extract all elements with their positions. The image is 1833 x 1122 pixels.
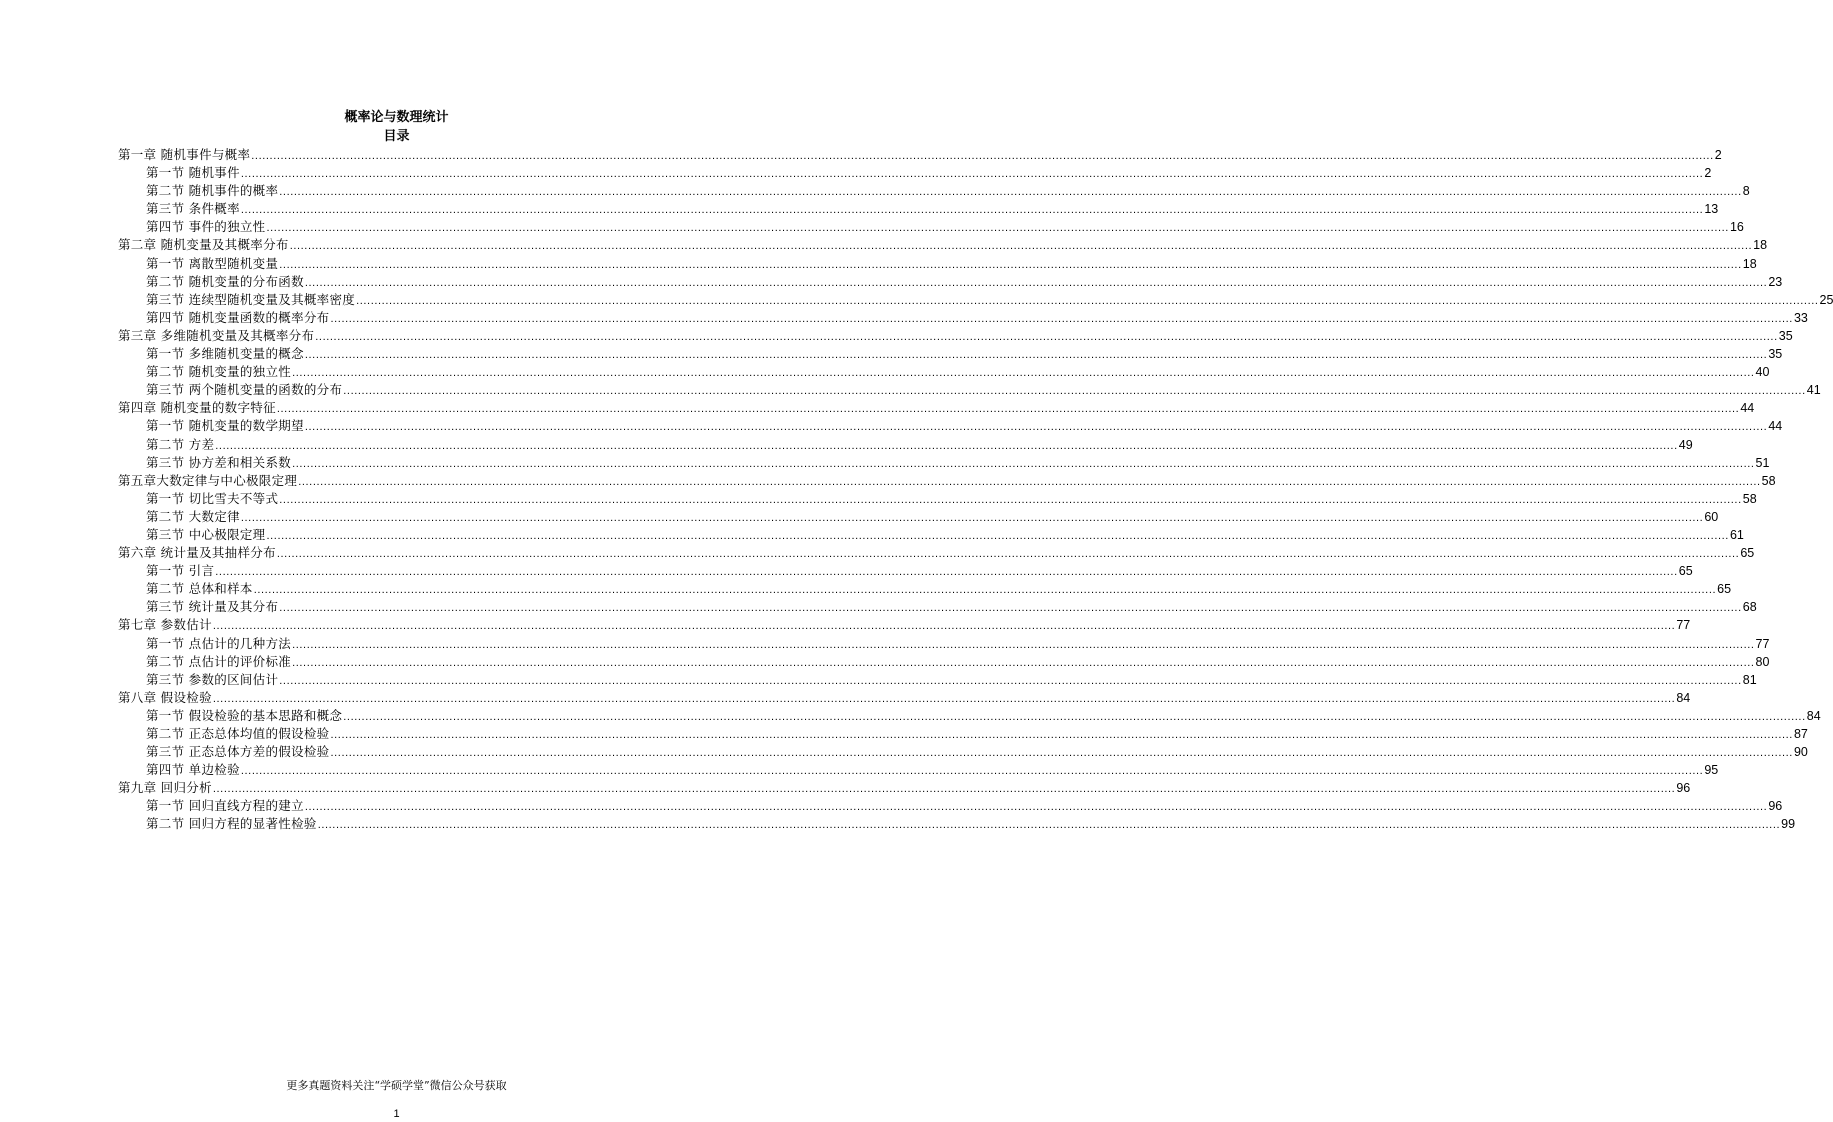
- dot-leader: ................................................................................................................................................................................................................................................................................................................................................................................................................: [279, 186, 1742, 199]
- toc-section-entry[interactable]: [118, 725, 1808, 743]
- toc-entry-page: 84: [1806, 708, 1821, 723]
- toc-chapter-entry[interactable]: [118, 146, 1722, 164]
- toc-chapter-entry[interactable]: [118, 236, 1768, 254]
- toc-entry-label: 第八章 假设检验: [118, 689, 212, 705]
- dot-leader: ................................................................................................................................................................................................................................................................................................................................................................................................................: [276, 403, 1740, 416]
- toc-entry-label: 第三节 中心极限定理: [146, 526, 266, 542]
- toc-entry-page: 33: [1793, 310, 1808, 325]
- toc-entry-page: 2: [1704, 166, 1712, 181]
- toc-section-entry[interactable]: [118, 273, 1783, 291]
- toc-entry-label: 第一节 引言: [146, 563, 215, 579]
- toc-entry-page: 13: [1704, 202, 1719, 217]
- toc-entry-page: 40: [1755, 365, 1770, 380]
- dot-leader: ................................................................................................................................................................................................................................................................................................................................................................................................................: [212, 620, 1676, 633]
- toc-section-entry[interactable]: [118, 580, 1732, 598]
- toc-entry-page: 81: [1742, 672, 1757, 687]
- toc-entry-label: 第三节 协方差和相关系数: [146, 454, 292, 470]
- toc-section-entry[interactable]: [118, 743, 1808, 761]
- dot-leader: ................................................................................................................................................................................................................................................................................................................................................................................................................: [279, 602, 1742, 615]
- toc-entry-page: 2: [1714, 148, 1722, 162]
- toc-entry-page: 23: [1768, 274, 1783, 289]
- toc-entry-label: 第二节 大数定律: [146, 508, 240, 524]
- dot-leader: ................................................................................................................................................................................................................................................................................................................................................................................................................: [317, 819, 1781, 832]
- toc-entry-label: 第四节 随机变量函数的概率分布: [146, 309, 330, 325]
- toc-section-entry[interactable]: [118, 417, 1783, 435]
- dot-leader: ................................................................................................................................................................................................................................................................................................................................................................................................................: [315, 330, 1778, 343]
- dot-leader: ................................................................................................................................................................................................................................................................................................................................................................................................................: [251, 150, 1714, 162]
- dot-leader: ................................................................................................................................................................................................................................................................................................................................................................................................................: [215, 566, 1678, 579]
- toc-section-entry[interactable]: [118, 598, 1757, 616]
- dot-leader: ................................................................................................................................................................................................................................................................................................................................................................................................................: [343, 385, 1806, 398]
- toc-entry-label: 第二节 正态总体均值的假设检验: [146, 726, 330, 741]
- toc-entry-label: 第一节 多维随机变量的概念: [146, 346, 304, 362]
- dot-leader: ................................................................................................................................................................................................................................................................................................................................................................................................................: [304, 349, 1768, 362]
- toc-entry-page: 44: [1740, 401, 1755, 416]
- toc-section-entry[interactable]: [118, 797, 1783, 815]
- dot-leader: ................................................................................................................................................................................................................................................................................................................................................................................................................: [298, 475, 1761, 488]
- document-title: 概率论与数理统计: [344, 110, 449, 125]
- toc-entry-label: 第一节 切比雪夫不等式: [146, 490, 279, 506]
- toc-entry-label: 第二节 随机变量的分布函数: [146, 273, 304, 289]
- toc-section-entry[interactable]: [118, 200, 1719, 218]
- toc-entry-label: 第一节 回归直线方程的建立: [146, 798, 304, 814]
- toc-chapter-entry[interactable]: [118, 472, 1776, 490]
- toc-entry-page: 16: [1729, 220, 1744, 235]
- toc-section-entry[interactable]: [118, 291, 1833, 309]
- toc-entry-label: 第二节 点估计的评价标准: [146, 653, 292, 669]
- dot-leader: ................................................................................................................................................................................................................................................................................................................................................................................................................: [279, 258, 1742, 271]
- dot-leader: ................................................................................................................................................................................................................................................................................................................................................................................................................: [289, 240, 1753, 253]
- toc-entry-page: 65: [1678, 564, 1693, 579]
- toc-entry-label: 第二节 方差: [146, 436, 215, 452]
- toc-entry-label: 第三节 统计量及其分布: [146, 599, 279, 615]
- toc-entry-page: 90: [1793, 745, 1808, 760]
- toc-entry-label: 第三节 连续型随机变量及其概率密度: [146, 291, 356, 307]
- toc-entry-label: 第一节 随机事件: [146, 165, 240, 181]
- dot-leader: ................................................................................................................................................................................................................................................................................................................................................................................................................: [356, 294, 1819, 307]
- toc-entry-page: 99: [1781, 817, 1796, 832]
- toc-entry-page: 84: [1676, 690, 1691, 705]
- toc-entry-page: 44: [1768, 419, 1783, 434]
- dot-leader: ................................................................................................................................................................................................................................................................................................................................................................................................................: [253, 584, 1717, 597]
- toc-entry-page: 96: [1676, 781, 1691, 796]
- toc-section-entry[interactable]: [118, 508, 1719, 526]
- toc-chapter-entry[interactable]: [118, 327, 1793, 345]
- toc-section-entry[interactable]: [118, 671, 1757, 689]
- toc-entry-label: 第三节 两个随机变量的函数的分布: [146, 382, 343, 398]
- toc-entry-label: 第九章 回归分析: [118, 780, 212, 796]
- toc-entry-label: 第三节 正态总体方差的假设检验: [146, 744, 330, 760]
- toc-section-entry[interactable]: [118, 363, 1770, 381]
- toc-entry-page: 87: [1793, 727, 1808, 741]
- dot-leader: ................................................................................................................................................................................................................................................................................................................................................................................................................: [266, 222, 1729, 235]
- toc-chapter-entry[interactable]: [118, 779, 1691, 797]
- toc-entry-label: 第七章 参数估计: [118, 617, 212, 633]
- toc-entry-page: 18: [1742, 256, 1757, 271]
- dot-leader: ................................................................................................................................................................................................................................................................................................................................................................................................................: [292, 656, 1755, 669]
- dot-leader: ................................................................................................................................................................................................................................................................................................................................................................................................................: [240, 765, 1704, 778]
- toc-entry-label: 第二节 回归方程的显著性检验: [146, 816, 317, 832]
- toc-entry-page: 60: [1704, 509, 1719, 524]
- toc-entry-page: 61: [1729, 527, 1744, 542]
- toc-section-entry[interactable]: [118, 164, 1712, 182]
- toc-entry-page: 95: [1704, 763, 1719, 778]
- toc-entry-label: 第三节 条件概率: [146, 201, 240, 217]
- toc-entry-page: 68: [1742, 600, 1757, 615]
- dot-leader: ................................................................................................................................................................................................................................................................................................................................................................................................................: [279, 493, 1742, 506]
- toc-entry-page: 35: [1768, 347, 1783, 362]
- toc-entry-label: 第一节 离散型随机变量: [146, 255, 279, 271]
- toc-entry-label: 第四章 随机变量的数字特征: [118, 400, 276, 416]
- toc-section-entry[interactable]: [118, 526, 1744, 544]
- toc-section-entry[interactable]: [118, 815, 1796, 833]
- toc-entry-page: 25: [1819, 292, 1833, 307]
- toc-entry-label: 第三节 参数的区间估计: [146, 671, 279, 687]
- toc-section-entry[interactable]: [118, 454, 1770, 472]
- toc-entry-label: 第四节 事件的独立性: [146, 219, 266, 235]
- toc-section-entry[interactable]: [118, 635, 1770, 653]
- toc-section-entry[interactable]: [118, 707, 1821, 725]
- toc-section-entry[interactable]: [118, 182, 1750, 200]
- dot-leader: ................................................................................................................................................................................................................................................................................................................................................................................................................: [212, 783, 1676, 796]
- toc-entry-label: 第二节 随机事件的概率: [146, 183, 279, 199]
- toc-section-entry[interactable]: [118, 255, 1757, 273]
- toc-chapter-entry[interactable]: [118, 544, 1755, 562]
- toc-entry-label: 第五章大数定律与中心极限定理: [118, 472, 298, 488]
- toc-section-entry[interactable]: [118, 381, 1821, 399]
- toc-entry-label: 第一章 随机事件与概率: [118, 147, 251, 162]
- toc-entry-page: 8: [1742, 184, 1750, 199]
- footer-note: 更多真题资料关注“学硕学堂”微信公众号获取: [286, 1079, 507, 1092]
- toc-chapter-entry[interactable]: [118, 689, 1691, 707]
- toc-section-entry[interactable]: [118, 761, 1719, 779]
- toc-entry-label: 第二节 随机变量的独立性: [146, 364, 292, 380]
- toc-entry-label: 第四节 单边检验: [146, 762, 240, 778]
- toc-section-entry[interactable]: [118, 218, 1744, 236]
- toc-section-entry[interactable]: [118, 436, 1693, 454]
- toc-heading: 目录: [383, 129, 410, 144]
- dot-leader: ................................................................................................................................................................................................................................................................................................................................................................................................................: [304, 421, 1768, 434]
- dot-leader: ................................................................................................................................................................................................................................................................................................................................................................................................................: [240, 511, 1704, 524]
- toc-entry-page: 35: [1778, 328, 1793, 343]
- dot-leader: ................................................................................................................................................................................................................................................................................................................................................................................................................: [330, 729, 1793, 741]
- toc-chapter-entry[interactable]: [118, 399, 1755, 417]
- dot-leader: ................................................................................................................................................................................................................................................................................................................................................................................................................: [292, 367, 1755, 380]
- toc-entry-page: 96: [1768, 799, 1783, 814]
- toc-entry-page: 49: [1678, 437, 1693, 452]
- toc-section-entry[interactable]: [118, 653, 1770, 671]
- dot-leader: ................................................................................................................................................................................................................................................................................................................................................................................................................: [212, 692, 1676, 705]
- toc-entry-page: 77: [1755, 636, 1770, 651]
- dot-leader: ................................................................................................................................................................................................................................................................................................................................................................................................................: [343, 710, 1806, 723]
- dot-leader: ................................................................................................................................................................................................................................................................................................................................................................................................................: [279, 674, 1742, 687]
- toc-entry-page: 18: [1753, 238, 1768, 253]
- toc-entry-page: 58: [1761, 473, 1776, 488]
- dot-leader: ................................................................................................................................................................................................................................................................................................................................................................................................................: [292, 457, 1755, 470]
- dot-leader: ................................................................................................................................................................................................................................................................................................................................................................................................................: [292, 638, 1755, 651]
- toc-chapter-entry[interactable]: [118, 616, 1691, 634]
- toc-entry-label: 第二节 总体和样本: [146, 581, 253, 597]
- table-of-contents: [118, 146, 1833, 834]
- dot-leader: ................................................................................................................................................................................................................................................................................................................................................................................................................: [304, 276, 1768, 289]
- toc-entry-label: 第三章 多维随机变量及其概率分布: [118, 327, 315, 343]
- toc-entry-label: 第六章 统计量及其抽样分布: [118, 545, 276, 561]
- dot-leader: ................................................................................................................................................................................................................................................................................................................................................................................................................: [276, 548, 1740, 561]
- dot-leader: ................................................................................................................................................................................................................................................................................................................................................................................................................: [330, 312, 1793, 325]
- dot-leader: ................................................................................................................................................................................................................................................................................................................................................................................................................: [240, 168, 1704, 181]
- toc-entry-page: 41: [1806, 383, 1821, 398]
- toc-entry-label: 第一节 假设检验的基本思路和概念: [146, 707, 343, 723]
- dot-leader: ................................................................................................................................................................................................................................................................................................................................................................................................................: [266, 529, 1729, 542]
- toc-section-entry[interactable]: [118, 562, 1693, 580]
- toc-entry-label: 第一节 随机变量的数学期望: [146, 418, 304, 434]
- dot-leader: ................................................................................................................................................................................................................................................................................................................................................................................................................: [240, 204, 1704, 217]
- toc-entry-page: 65: [1740, 546, 1755, 561]
- toc-entry-page: 80: [1755, 654, 1770, 669]
- toc-entry-label: 第一节 点估计的几种方法: [146, 635, 292, 651]
- toc-entry-page: 77: [1676, 618, 1691, 633]
- toc-entry-page: 58: [1742, 491, 1757, 506]
- toc-section-entry[interactable]: [118, 490, 1757, 508]
- toc-entry-label: 第二章 随机变量及其概率分布: [118, 237, 289, 253]
- dot-leader: ................................................................................................................................................................................................................................................................................................................................................................................................................: [330, 747, 1793, 760]
- toc-section-entry[interactable]: [118, 345, 1783, 363]
- page-number: 1: [393, 1108, 400, 1120]
- dot-leader: ................................................................................................................................................................................................................................................................................................................................................................................................................: [304, 801, 1768, 814]
- toc-section-entry[interactable]: [118, 309, 1808, 327]
- toc-entry-page: 65: [1717, 582, 1732, 597]
- toc-entry-page: 51: [1755, 455, 1770, 470]
- dot-leader: ................................................................................................................................................................................................................................................................................................................................................................................................................: [215, 439, 1678, 452]
